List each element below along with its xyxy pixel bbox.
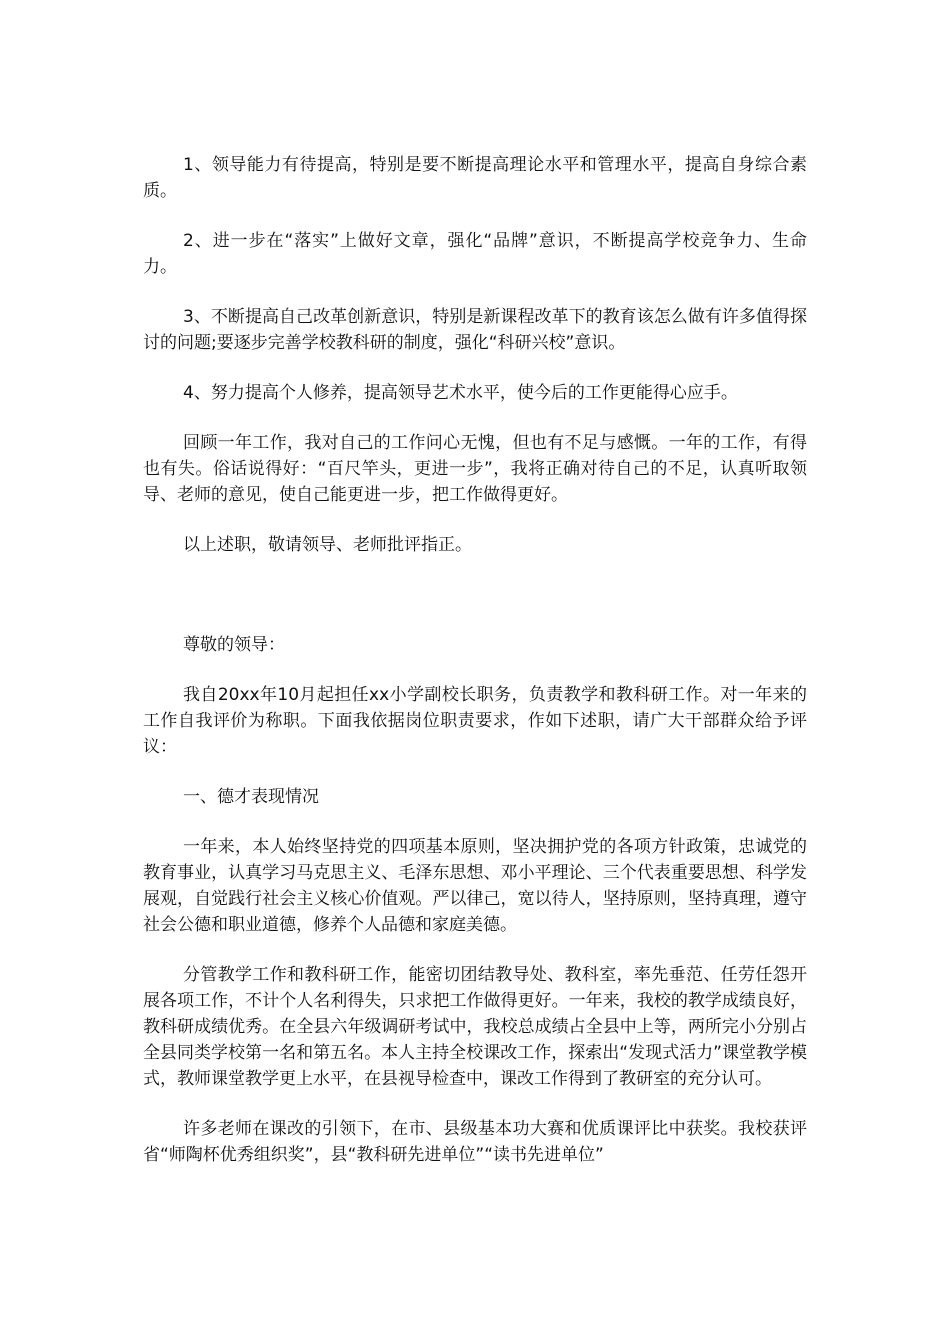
section-heading-virtue: 一、德才表现情况 bbox=[183, 787, 319, 807]
paragraph-innovation: 3、不断提高自己改革创新意识，特别是新课程改革下的教育该怎么做有许多值得探讨的问题;要逐步完善学校教科研的制度，强化“科研兴校”意识。 bbox=[143, 307, 807, 353]
salutation: 尊敬的领导： bbox=[183, 635, 285, 655]
paragraph-improve-leadership: 1、领导能力有待提高，特别是要不断提高理论水平和管理水平，提高自身综合素质。 bbox=[143, 155, 807, 201]
paragraph-political-stance: 一年来，本人始终坚持党的四项基本原则，坚决拥护党的各项方针政策，忠诚党的教育事业，认真学习马克思主义、毛泽东思想、邓小平理论、三个代表重要思想、科学发展观，自觉践行社会主义核心价值观。严以律己，宽以待人，坚持原则，坚持真理，遵守社会公德和职业道德，修养个人品德和家庭美德。 bbox=[143, 837, 807, 935]
document-page bbox=[143, 152, 807, 1192]
paragraph-awards: 许多老师在课改的引领下，在市、县级基本功大赛和优质课评比中获奖。我校获评省“师陶杯优秀组织奖”，县“教科研先进单位”“读书先进单位” bbox=[143, 1119, 807, 1165]
paragraph-brand-awareness: 2、进一步在“落实”上做好文章，强化“品牌”意识，不断提高学校竞争力、生命力。 bbox=[143, 231, 807, 277]
section-gap bbox=[143, 582, 807, 632]
paragraph-review: 回顾一年工作，我对自己的工作问心无愧，但也有不足与感慨。一年的工作，有得也有失。俗话说得好：“百尺竿头，更进一步”，我将正确对待自己的不足，认真听取领导、老师的意见，使自己能更进一步，把工作做得更好。 bbox=[143, 433, 807, 505]
paragraph-closing: 以上述职，敬请领导、老师批评指正。 bbox=[183, 535, 472, 555]
paragraph-teaching-work: 分管教学工作和教科研工作，能密切团结教导处、教科室，率先垂范、任劳任怨开展各项工作，不计个人名利得失，只求把工作做得更好。一年来，我校的教学成绩良好，教科研成绩优秀。在全县六年级调研考试中，我校总成绩占全县中上等，两所完小分别占全县同类学校第一名和第五名。本人主持全校课改工作，探索出“发现式活力”课堂教学模式，教师课堂教学更上水平，在县视导检查中，课改工作得到了教研室的充分认可。 bbox=[143, 965, 807, 1089]
paragraph-introduction: 我自20xx年10月起担任xx小学副校长职务，负责教学和教科研工作。对一年来的工作自我评价为称职。下面我依据岗位职责要求，作如下述职，请广大干部群众给予评议： bbox=[143, 685, 807, 757]
paragraph-self-cultivation: 4、努力提高个人修养，提高领导艺术水平，使今后的工作更能得心应手。 bbox=[183, 383, 738, 403]
